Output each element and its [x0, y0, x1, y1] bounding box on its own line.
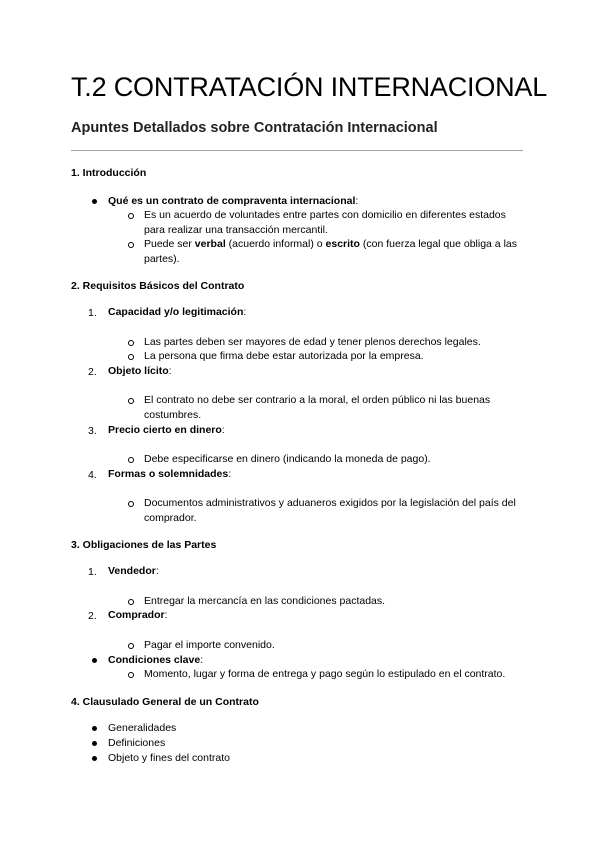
list-item: Qué es un contrato de compraventa internacional: — [108, 195, 359, 207]
section-heading-requisitos: 2. Requisitos Básicos del Contrato — [71, 280, 245, 292]
list-number: 2. — [88, 366, 97, 378]
list-item: Definiciones — [108, 737, 166, 749]
list-number: 3. — [88, 425, 97, 437]
bullet-dot-icon — [92, 756, 97, 761]
list-item: Las partes deben ser mayores de edad y tener plenos derechos legales. — [144, 336, 481, 348]
bullet-circle-icon — [128, 501, 134, 507]
list-number: 1. — [88, 566, 97, 578]
list-item: Capacidad y/o legitimación: — [108, 306, 247, 318]
document-title: T.2 CONTRATACIÓN INTERNACIONAL — [71, 72, 548, 102]
list-item: Es un acuerdo de voluntades entre partes con domicilio en diferentes estados para realizar una transacción mercantil. — [144, 209, 506, 236]
list-item: Objeto lícito: — [108, 365, 172, 377]
list-item: El contrato no debe ser contrario a la moral, el orden público ni las buenas costumbres. — [144, 394, 491, 421]
bullet-dot-icon — [92, 199, 97, 204]
bullet-circle-icon — [128, 398, 134, 404]
bullet-circle-icon — [128, 213, 134, 219]
bullet-dot-icon — [92, 726, 97, 731]
list-item: Entregar la mercancía en las condiciones pactadas. — [144, 595, 386, 607]
bullet-dot-icon — [92, 658, 97, 663]
section-heading-obligaciones: 3. Obligaciones de las Partes — [71, 539, 217, 551]
list-item: Vendedor: — [108, 565, 159, 577]
bullet-circle-icon — [128, 599, 134, 605]
bullet-circle-icon — [128, 340, 134, 346]
list-item: Comprador: — [108, 609, 168, 621]
list-item: Momento, lugar y forma de entrega y pago según lo estipulado en el contrato. — [144, 668, 506, 680]
bullet-circle-icon — [128, 672, 134, 678]
list-item: Debe especificarse en dinero (indicando la moneda de pago). — [144, 453, 431, 465]
list-number: 4. — [88, 469, 97, 481]
list-item: Documentos administrativos y aduaneros exigidos por la legislación del país del comprador. — [144, 497, 516, 524]
list-item: Generalidades — [108, 722, 177, 734]
bullet-circle-icon — [128, 457, 134, 463]
bullet-dot-icon — [92, 741, 97, 746]
list-number: 2. — [88, 610, 97, 622]
list-item: Formas o solemnidades: — [108, 468, 232, 480]
document-subtitle: Apuntes Detallados sobre Contratación Internacional — [71, 120, 438, 136]
list-item: La persona que firma debe estar autorizada por la empresa. — [144, 350, 424, 362]
list-item: Objeto y fines del contrato — [108, 752, 230, 764]
list-item: Precio cierto en dinero: — [108, 424, 225, 436]
list-item: Condiciones clave: — [108, 654, 204, 666]
bullet-circle-icon — [128, 242, 134, 248]
list-number: 1. — [88, 307, 97, 319]
section-heading-clausulado: 4. Clausulado General de un Contrato — [71, 696, 259, 708]
list-item: Pagar el importe convenido. — [144, 639, 275, 651]
bullet-circle-icon — [128, 643, 134, 649]
bullet-circle-icon — [128, 354, 134, 360]
section-heading-introduccion: 1. Introducción — [71, 167, 147, 179]
list-item: Puede ser verbal (acuerdo informal) o escrito (con fuerza legal que obliga a las partes). — [144, 238, 517, 265]
horizontal-rule — [71, 150, 523, 151]
